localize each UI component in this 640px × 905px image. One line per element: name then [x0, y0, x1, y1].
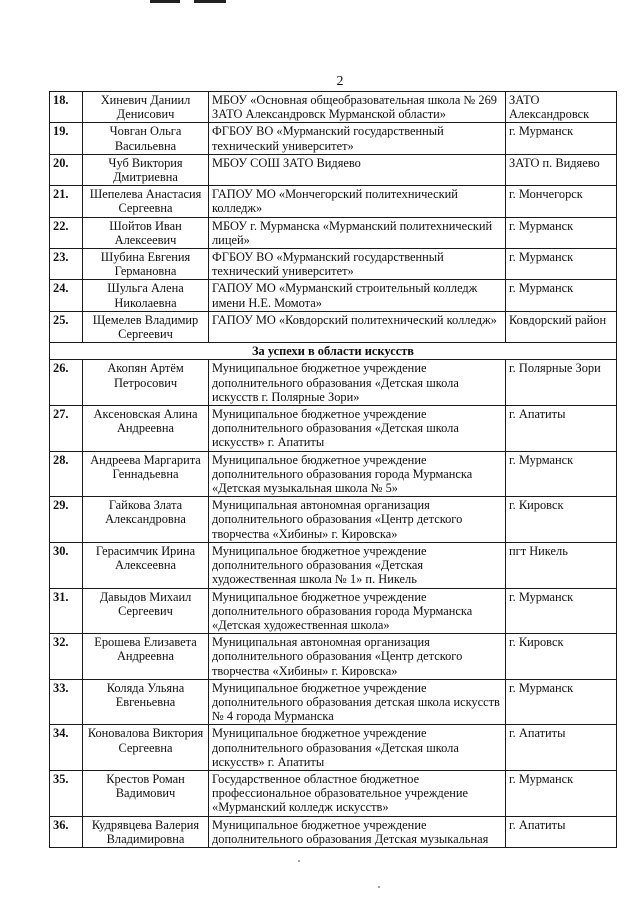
person-name: Акопян Артём Петросович [83, 360, 209, 406]
locality: г. Мурманск [506, 588, 617, 634]
row-number: 18. [50, 92, 83, 123]
person-name: Човган Ольга Васильевна [83, 123, 209, 154]
organization: Муниципальное бюджетное учреждение дополнительного образования «Детская школа искусств г. Полярные Зори» [209, 360, 506, 406]
person-name: Давыдов Михаил Сергеевич [83, 588, 209, 634]
table-row [50, 154, 617, 185]
table-row [50, 634, 617, 680]
locality: пгт Никель [506, 542, 617, 588]
scan-speck [298, 860, 300, 862]
organization: Государственное областное бюджетное профессиональное образовательное учреждение «Мурманский колледж искусств» [209, 770, 506, 816]
scan-header-marks [150, 0, 226, 18]
row-number: 32. [50, 634, 83, 680]
row-number: 22. [50, 217, 83, 248]
table-row [50, 249, 617, 280]
table-row [50, 725, 617, 771]
person-name [83, 816, 209, 847]
person-name: Ерошева Елизавета Андреевна [83, 634, 209, 680]
locality: г. Мурманск [506, 249, 617, 280]
locality: г. Мурманск [506, 217, 617, 248]
table-row [50, 679, 617, 725]
person-name: Герасимчик Ирина Алексеевна [83, 542, 209, 588]
organization: Муниципальное бюджетное учреждение дополнительного образования города Мурманска «Детская музыкальная школа № 5» [209, 451, 506, 497]
table-row [50, 542, 617, 588]
table-row [50, 588, 617, 634]
section-header-row [50, 343, 617, 360]
organization: ГАПОУ МО «Ковдорский политехнический колледж» [209, 311, 506, 342]
person-name: Шепелева Анастасия Сергеевна [83, 186, 209, 217]
row-number: 29. [50, 497, 83, 543]
person-name: Хиневич Даниил Денисович [83, 92, 209, 123]
person-name: Коновалова Виктория Сергеевна [83, 725, 209, 771]
row-number: 19. [50, 123, 83, 154]
locality: г. Мурманск [506, 280, 617, 311]
locality: г. Апатиты [506, 725, 617, 771]
organization: Муниципальная автономная организация дополнительного образования «Центр детского творчества «Хибины» г. Кировска» [209, 497, 506, 543]
awardees-table [49, 91, 617, 848]
organization: ГАПОУ МО «Мончегорский политехнический колледж» [209, 186, 506, 217]
organization: Муниципальная автономная организация дополнительного образования «Центр детского творчества «Хибины» г. Кировска» [209, 634, 506, 680]
organization-text: Муниципальное бюджетное учреждение дополнительного образования Детская музыкальная [212, 817, 489, 846]
row-number: 23. [50, 249, 83, 280]
table-body-part-2 [50, 360, 617, 816]
person-name: Гайкова Злата Александровна [83, 497, 209, 543]
page-number: 2 [336, 74, 344, 89]
table-row [50, 770, 617, 816]
table-body-last [50, 816, 617, 847]
person-name: Аксеновская Алина Андреевна [83, 406, 209, 452]
section-header-row-group [50, 343, 617, 360]
row-number: 24. [50, 280, 83, 311]
locality: г. Мурманск [506, 679, 617, 725]
table-row [50, 406, 617, 452]
table-row [50, 816, 617, 847]
row-number: 33. [50, 679, 83, 725]
person-name: Андреева Маргарита Геннадьевна [83, 451, 209, 497]
locality [506, 816, 617, 847]
table-row [50, 360, 617, 406]
row-number: 31. [50, 588, 83, 634]
organization: ГАПОУ МО «Мурманский строительный колледж имени Н.Е. Момота» [209, 280, 506, 311]
organization: МБОУ СОШ ЗАТО Видяево [209, 154, 506, 185]
row-number: 30. [50, 542, 83, 588]
row-number: 35. [50, 770, 83, 816]
table-row [50, 92, 617, 123]
table-row [50, 311, 617, 342]
table-row [50, 280, 617, 311]
person-name: Шульга Алена Николаевна [83, 280, 209, 311]
organization: Муниципальное бюджетное учреждение дополнительного образования «Детская школа искусств» г. Апатиты [209, 406, 506, 452]
row-number: 25. [50, 311, 83, 342]
row-number: 28. [50, 451, 83, 497]
locality: г. Мурманск [506, 770, 617, 816]
locality: г. Мурманск [506, 123, 617, 154]
row-number: 34. [50, 725, 83, 771]
table-row [50, 451, 617, 497]
organization: Муниципальное бюджетное учреждение дополнительного образования города Мурманска «Детская художественная школа» [209, 588, 506, 634]
person-name: Крестов Роман Вадимович [83, 770, 209, 816]
table-row [50, 497, 617, 543]
scan-speck [378, 886, 380, 888]
locality: ЗАТО п. Видяево [506, 154, 617, 185]
person-name: Коляда Ульяна Евгеньевна [83, 679, 209, 725]
locality-text: г. Апатиты [509, 817, 566, 832]
person-name: Шойтов Иван Алексеевич [83, 217, 209, 248]
organization: МБОУ «Основная общеобразовательная школа № 269 ЗАТО Александровск Мурманской области» [209, 92, 506, 123]
table-body-part-1 [50, 92, 617, 343]
row-number: 21. [50, 186, 83, 217]
organization: ФГБОУ ВО «Мурманский государственный технический университет» [209, 249, 506, 280]
person-name-text: Кудрявцева Валерия Владимировна [91, 817, 200, 846]
organization [209, 816, 506, 847]
table-row [50, 217, 617, 248]
locality: г. Мончегорск [506, 186, 617, 217]
locality: Ковдорский район [506, 311, 617, 342]
locality: ЗАТО Александровск [506, 92, 617, 123]
row-number: 36. [50, 816, 83, 847]
locality: г. Полярные Зори [506, 360, 617, 406]
organization: Муниципальное бюджетное учреждение дополнительного образования «Детская школа искусств» г. Апатиты [209, 725, 506, 771]
row-number: 26. [50, 360, 83, 406]
person-name: Чуб Виктория Дмитриевна [83, 154, 209, 185]
row-number: 27. [50, 406, 83, 452]
locality: г. Мурманск [506, 451, 617, 497]
person-name: Шубина Евгения Германовна [83, 249, 209, 280]
person-name: Щемелев Владимир Сергеевич [83, 311, 209, 342]
organization: Муниципальное бюджетное учреждение дополнительного образования «Детская художественная школа № 1» п. Никель [209, 542, 506, 588]
locality: г. Кировск [506, 497, 617, 543]
organization: ФГБОУ ВО «Мурманский государственный технический университет» [209, 123, 506, 154]
locality: г. Кировск [506, 634, 617, 680]
row-number: 20. [50, 154, 83, 185]
table-row [50, 123, 617, 154]
table-row [50, 186, 617, 217]
locality: г. Апатиты [506, 406, 617, 452]
section-title: За успехи в области искусств [50, 343, 617, 360]
organization: МБОУ г. Мурманска «Мурманский политехнический лицей» [209, 217, 506, 248]
organization: Муниципальное бюджетное учреждение дополнительного образования детская школа искусств № 4 города Мурманска [209, 679, 506, 725]
